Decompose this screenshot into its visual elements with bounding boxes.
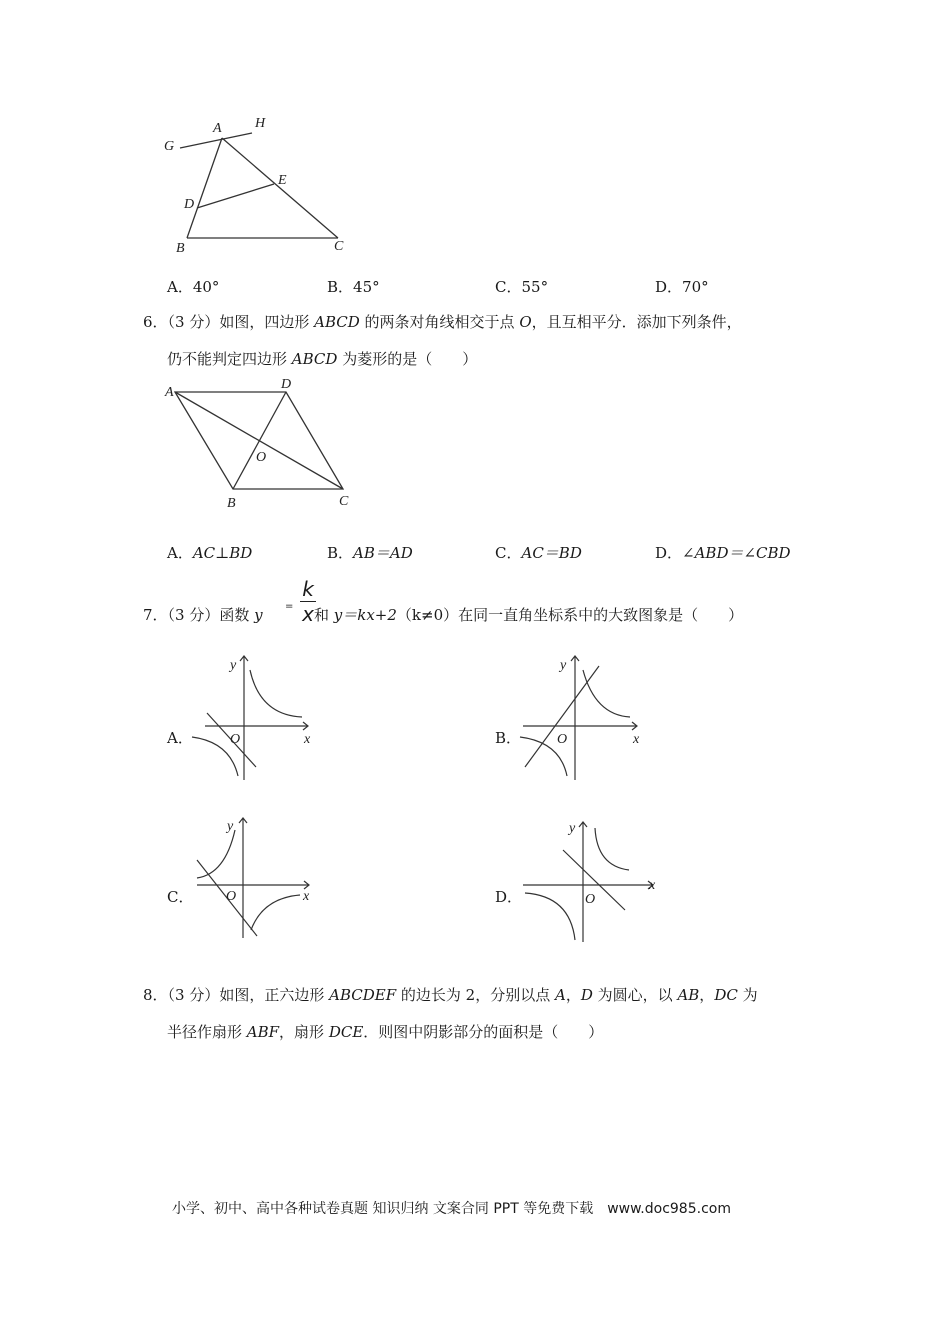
q6-line-2: 仍不能判定四边形 ABCD 为菱形的是（ ） [167, 350, 478, 368]
q5-option-c[interactable]: C．55° [495, 278, 549, 296]
label-x: x [303, 889, 310, 904]
label-x: x [649, 878, 656, 893]
label-d: D [281, 377, 292, 392]
q7-prefix: 7．（3 分）函数 y [143, 606, 263, 624]
q5-option-a[interactable]: A．40° [167, 278, 220, 296]
q7-option-d-label[interactable]: D． [495, 888, 523, 906]
hyperbola-branch-2 [525, 893, 575, 940]
q7-rest: 和 y＝kx+2（k≠0）在同一直角坐标系中的大致图象是（ ） [314, 606, 744, 624]
q6-option-b[interactable]: B．AB＝AD [327, 544, 413, 562]
line-graph [525, 666, 599, 767]
q6-option-a[interactable]: A．AC⊥BD [167, 544, 253, 562]
side-ac [222, 138, 338, 238]
label-b: B [176, 241, 185, 256]
label-a: A [165, 385, 174, 400]
label-h: H [255, 116, 266, 131]
diagonal-bd [233, 392, 286, 489]
label-x: x [633, 732, 640, 747]
segment-de [197, 184, 274, 208]
q7-graph-d[interactable] [515, 808, 665, 948]
q7-equals: = [285, 601, 294, 612]
q7-option-b-label[interactable]: B． [495, 729, 522, 747]
hyperbola-branch-1 [197, 830, 235, 878]
label-c: C [334, 239, 344, 254]
q8-line-1: 8．（3 分）如图，正六边形 ABCDEF 的边长为 2，分别以点 A，D 为圆心，以 AB，DC 为 [143, 986, 758, 1004]
label-y: y [230, 658, 237, 673]
q6-option-d[interactable]: D．∠ABD＝∠CBD [655, 544, 791, 562]
label-g: G [164, 139, 175, 154]
q5-option-b[interactable]: B．45° [327, 278, 380, 296]
q7-graph-a[interactable] [190, 650, 330, 790]
side-ab [187, 138, 222, 238]
label-o: O [585, 892, 596, 907]
label-d: D [184, 197, 195, 212]
label-a: A [213, 121, 222, 136]
label-o: O [226, 889, 237, 904]
parallelogram-figure [155, 374, 375, 514]
label-y: y [560, 658, 567, 673]
q7-graph-b[interactable] [515, 650, 655, 790]
q7-graph-c[interactable] [185, 808, 325, 948]
hyperbola-branch-1 [595, 828, 629, 870]
label-o: O [230, 732, 241, 747]
label-y: y [227, 819, 234, 834]
hyperbola-branch-1 [250, 670, 302, 717]
q7-fraction: k x [300, 578, 316, 625]
q5-option-d[interactable]: D．70° [655, 278, 709, 296]
q8-line-2: 半径作扇形 ABF，扇形 DCE．则图中阴影部分的面积是（ ） [167, 1023, 604, 1041]
hyperbola-branch-1 [583, 670, 630, 717]
triangle-figure [150, 108, 370, 258]
q7-option-a-label[interactable]: A． [167, 729, 193, 747]
q6-option-c[interactable]: C．AC＝BD [495, 544, 582, 562]
label-c: C [339, 494, 349, 509]
q7-option-c-label[interactable]: C． [167, 888, 194, 906]
label-y: y [569, 821, 576, 836]
label-o: O [256, 450, 267, 465]
label-b: B [227, 496, 236, 511]
page-footer: 小学、初中、高中各种试卷真题 知识归纳 文案合同 PPT 等免费下载 www.doc985.com [172, 1201, 731, 1217]
q6-line-1: 6．（3 分）如图，四边形 ABCD 的两条对角线相交于点 O，且互相平分．添加下列条件， [143, 313, 742, 331]
label-o: O [557, 732, 568, 747]
label-x: x [304, 732, 311, 747]
hyperbola-branch-2 [251, 895, 300, 930]
label-e: E [278, 173, 287, 188]
